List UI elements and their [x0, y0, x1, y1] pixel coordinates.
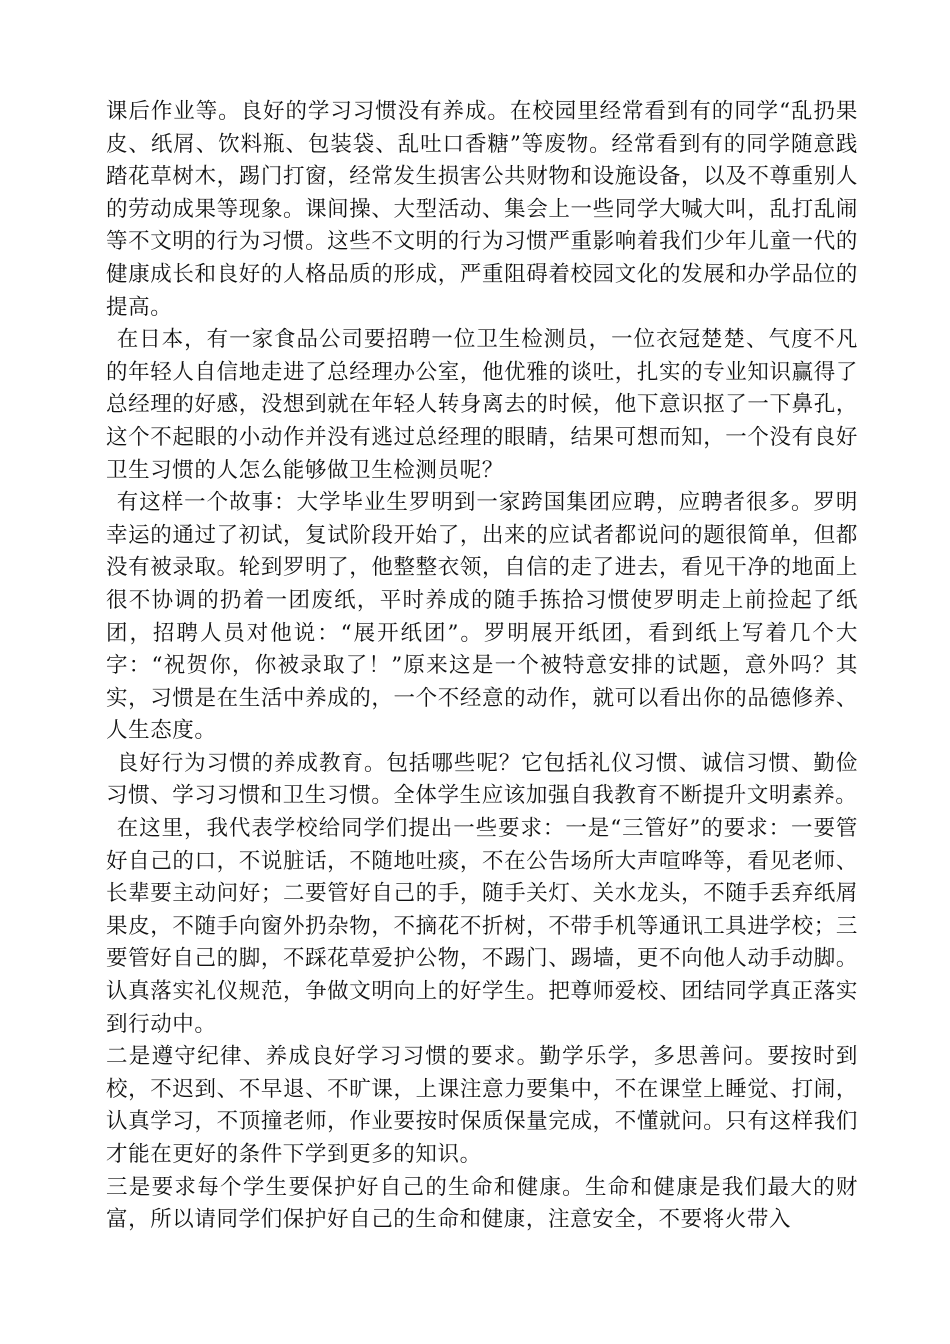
paragraph-5: 在这里，我代表学校给同学们提出一些要求：一是“三管好”的要求：一要管好自己的口，不说脏话，不随地吐痰，不在公告场所大声喧哗等，看见老师、长辈要主动问好；二要管好自己的手，随手关灯、关水龙头，不随手丢弃纸屑果皮，不随手向窗外扔杂物，不摘花不折树，不带手机等通讯工具进学校；三要管好自己的脚，不踩花草爱护公物，不踢门、踢墙，更不向他人动手动脚。认真落实礼仪规范，争做文明向上的好学生。把尊师爱校、团结同学真正落实到行动中。 [106, 816, 858, 1037]
document-body [106, 96, 858, 1237]
paragraph-7: 三是要求每个学生要保护好自己的生命和健康。生命和健康是我们最大的财富，所以请同学们保护好自己的生命和健康，注意安全，不要将火带入 [106, 1174, 858, 1233]
paragraph-4: 良好行为习惯的养成教育。包括哪些呢？它包括礼仪习惯、诚信习惯、勤俭习惯、学习习惯和卫生习惯。全体学生应该加强自我教育不断提升文明素养。 [106, 750, 858, 809]
paragraph-1: 课后作业等。良好的学习习惯没有养成。在校园里经常看到有的同学“乱扔果皮、纸屑、饮料瓶、包装袋、乱吐口香糖”等废物。经常看到有的同学随意践踏花草树木，踢门打窗，经常发生损害公共财物和设施设备，以及不尊重别人的劳动成果等现象。课间操、大型活动、集会上一些同学大喊大叫，乱打乱闹等不文明的行为习惯。这些不文明的行为习惯严重影响着我们少年儿童一代的健康成长和良好的人格品质的形成，严重阻碍着校园文化的发展和办学品位的提高。 [106, 99, 858, 320]
paragraph-6: 二是遵守纪律、养成良好学习习惯的要求。勤学乐学，多思善问。要按时到校，不迟到、不早退、不旷课，上课注意力要集中，不在课堂上睡觉、打闹，认真学习，不顶撞老师，作业要按时保质保量完成，不懂就问。只有这样我们才能在更好的条件下学到更多的知识。 [106, 1044, 858, 1167]
paragraph-2: 在日本，有一家食品公司要招聘一位卫生检测员，一位衣冠楚楚、气度不凡的年轻人自信地走进了总经理办公室，他优雅的谈吐，扎实的专业知识赢得了总经理的好感，没想到就在年轻人转身离去的时候，他下意识抠了一下鼻孔，这个不起眼的小动作并没有逃过总经理的眼睛，结果可想而知，一个没有良好卫生习惯的人怎么能够做卫生检测员呢？ [106, 327, 858, 483]
paragraph-3: 有这样一个故事：大学毕业生罗明到一家跨国集团应聘，应聘者很多。罗明幸运的通过了初试，复试阶段开始了，出来的应试者都说问的题很简单，但都没有被录取。轮到罗明了，他整整衣领，自信的走了进去，看见干净的地面上很不协调的扔着一团废纸，平时养成的随手拣拾习惯使罗明走上前捡起了纸团，招聘人员对他说：“展开纸团”。罗明展开纸团，看到纸上写着几个大字：“祝贺你，你被录取了！”原来这是一个被特意安排的试题，意外吗？其实，习惯是在生活中养成的，一个不经意的动作，就可以看出你的品德修养、人生态度。 [106, 490, 858, 744]
